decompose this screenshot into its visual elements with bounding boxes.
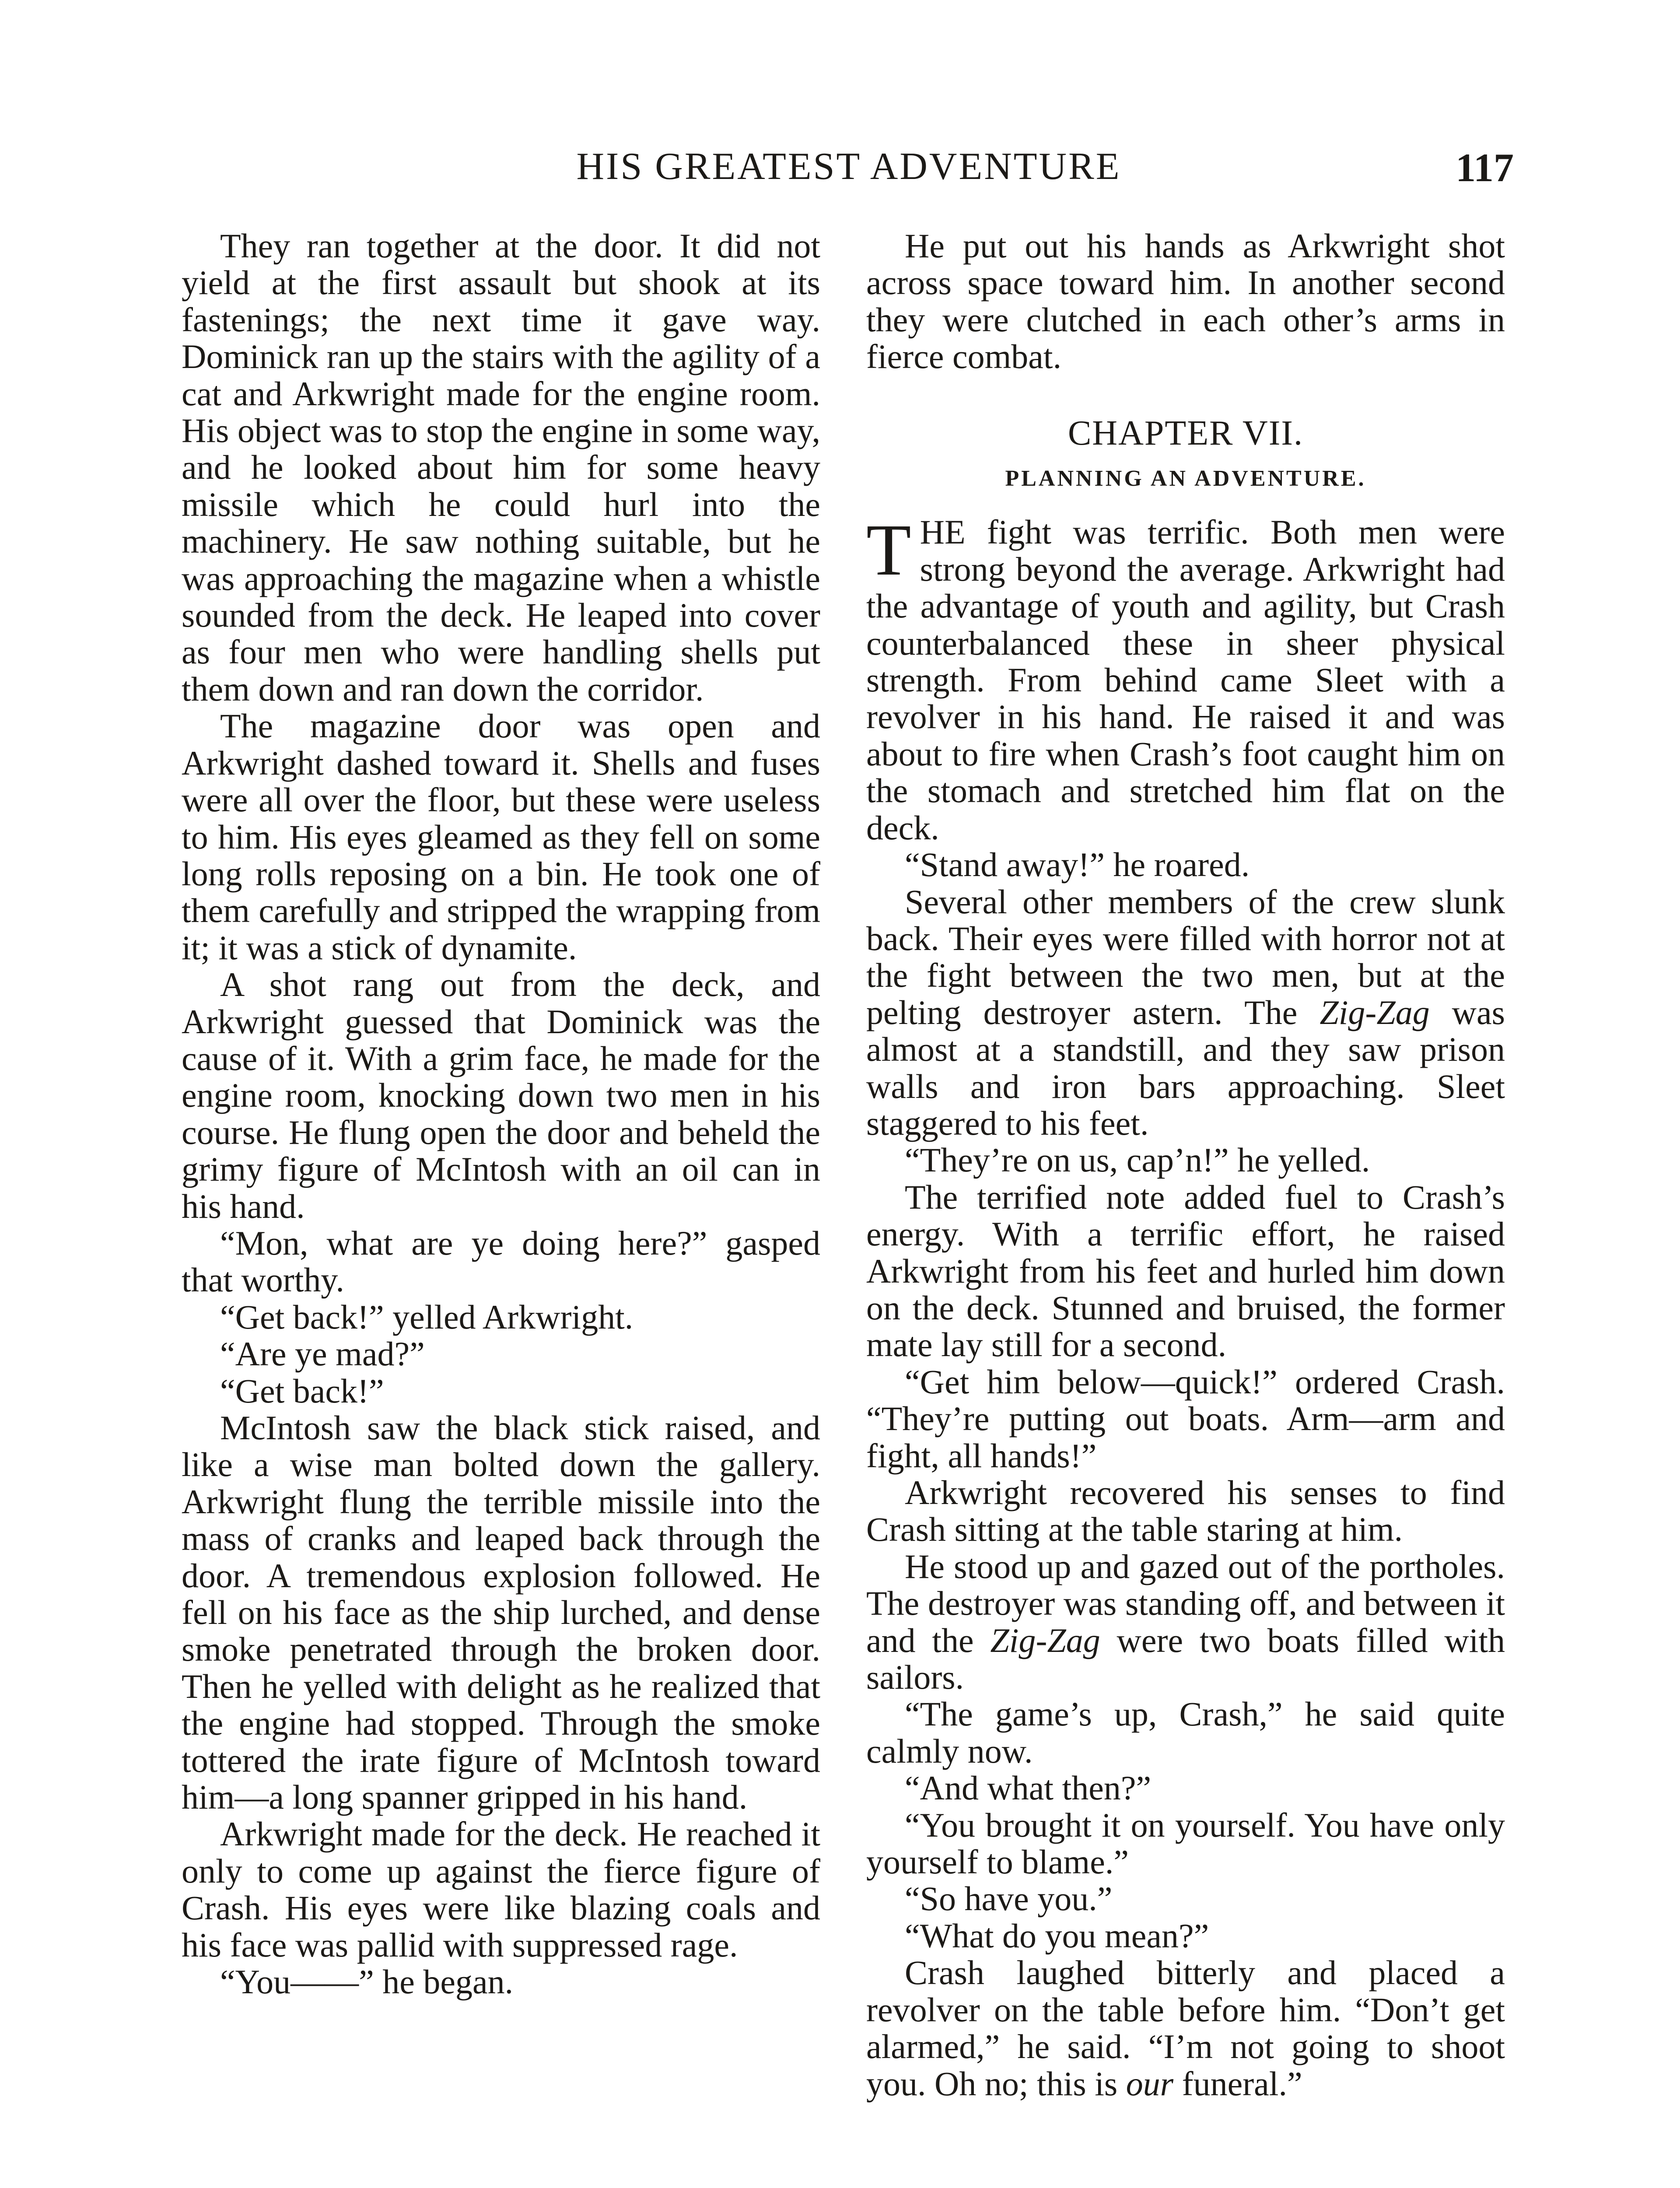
paragraph: “You brought it on yourself. You have only yourself to blame.” <box>866 1806 1505 1881</box>
running-title: HIS GREATEST ADVENTURE <box>576 145 1121 188</box>
paragraph <box>866 884 1505 1142</box>
emphasized-word: our <box>1126 2064 1174 2103</box>
paragraph: “Get him below—quick!” ordered Crash. “They’re putting out boats. Arm—arm and fight, all hands!” <box>866 1362 1505 1475</box>
paragraph-text: Several other members of the crew slunk back. Their eyes were filled with horror not at the fight between the two men, but at the pelting destroyer astern. The <box>866 882 1505 1031</box>
paragraph-text: Crash laughed bitterly and placed a revolver on the table before him. “Don’t get alarmed,” he said. “I’m not going to shoot you. Oh no; this is <box>866 1953 1505 2103</box>
left-text-column <box>182 228 820 2001</box>
paragraph: “They’re on us, cap’n!” he yelled. <box>905 1141 1370 1179</box>
paragraph: “And what then?” <box>905 1769 1152 1807</box>
paragraph: “You——” he began. <box>220 1963 514 2001</box>
paragraph: “So have you.” <box>905 1879 1113 1918</box>
paragraph: He put out his hands as Arkwright shot across space toward him. In another second they were clutched in each other’s arms in fierce combat. <box>866 227 1505 376</box>
paragraph: “Get back!” yelled Arkwright. <box>220 1297 634 1336</box>
paragraph: The terrified note added fuel to Crash’s energy. With a terrific effort, he raised Arkwright from his feet and hurled him down on the deck. Stunned and bruised, the former mate lay still for a second. <box>866 1178 1505 1364</box>
paragraph: Arkwright made for the deck. He reached it only to come up against the fierce figure of Crash. His eyes were like blazing coals and his face was pallid with suppressed rage. <box>182 1815 820 1964</box>
ship-name: Zig-Zag <box>1320 993 1430 1031</box>
paragraph: “Stand away!” he roared. <box>905 845 1250 884</box>
chapter-opening-paragraph <box>866 509 1505 847</box>
paragraph-text: HE fight was terrific. Both men were strong beyond the average. Arkwright had the advantage of youth and agility, but Crash counterbalanced these in sheer physical strength. From behind came Sleet with a revolver in his hand. He raised it and was about to fire when Crash’s foot caught him on the stomach and stretched him flat on the deck. <box>866 513 1505 847</box>
chapter-subheading: PLANNING AN ADVENTURE. <box>1005 466 1366 491</box>
right-text-column <box>866 228 1505 2102</box>
paragraph <box>866 1954 1505 2102</box>
paragraph: “Get back!” <box>220 1371 384 1410</box>
paragraph: “Mon, what are ye doing here?” gasped that worthy. <box>182 1224 820 1299</box>
paragraph: McIntosh saw the black stick raised, and like a wise man bolted down the gallery. Arkwright flung the terrible missile into the mass of cranks and leaped back through the door. A tremendous explosion followed. He fell on his face as the ship lurched, and dense smoke penetrated through the broken door. Then he yelled with delight as he realized that the engine had stopped. Through the smoke tottered the irate figure of McIntosh toward him—a long spanner gripped in his hand. <box>182 1409 820 1816</box>
paragraph: “What do you mean?” <box>905 1916 1209 1955</box>
paragraph: The magazine door was open and Arkwright dashed toward it. Shells and fuses were all over the floor, but these were useless to him. His eyes gleamed as they fell on some long rolls reposing on a bin. He took one of them carefully and stripped the wrapping from it; it was a stick of dynamite. <box>182 707 820 967</box>
paragraph: “The game’s up, Crash,” he said quite calmly now. <box>866 1695 1505 1770</box>
page-number: 117 <box>1456 145 1514 190</box>
ship-name: Zig-Zag <box>990 1621 1100 1659</box>
paragraph-text: funeral.” <box>1173 2064 1302 2103</box>
paragraph-text: were two boats filled with sailors. <box>866 1621 1505 1697</box>
paragraph <box>866 1548 1505 1696</box>
paragraph: A shot rang out from the deck, and Arkwright guessed that Dominick was the cause of it. With a grim face, he made for the engine room, knocking down two men in his course. He flung open the door and beheld the grimy figure of McIntosh with an oil can in his hand. <box>182 965 820 1225</box>
paragraph: They ran together at the door. It did not yield at the first assault but shook at its fastenings; the next time it gave way. Dominick ran up the stairs with the agility of a cat and Arkwright made for the engine room. His object was to stop the engine in some way, and he looked about him for some heavy missile which he could hurl into the machinery. He saw nothing suitable, but he was approaching the magazine when a whistle sounded from the deck. He leaped into cover as four men who were handling shells put them down and ran down the corridor. <box>182 227 820 708</box>
paragraph: “Are ye mad?” <box>220 1335 425 1373</box>
drop-cap: T <box>866 509 911 591</box>
paragraph-text: was almost at a standstill, and they saw prison walls and iron bars approaching. Sleet staggered to his feet. <box>866 993 1505 1142</box>
paragraph-text: He stood up and gazed out of the portholes. The destroyer was standing off, and between it and the <box>866 1547 1505 1659</box>
chapter-heading: CHAPTER VII. <box>1068 414 1304 452</box>
paragraph: Arkwright recovered his senses to find Crash sitting at the table staring at him. <box>866 1473 1505 1549</box>
